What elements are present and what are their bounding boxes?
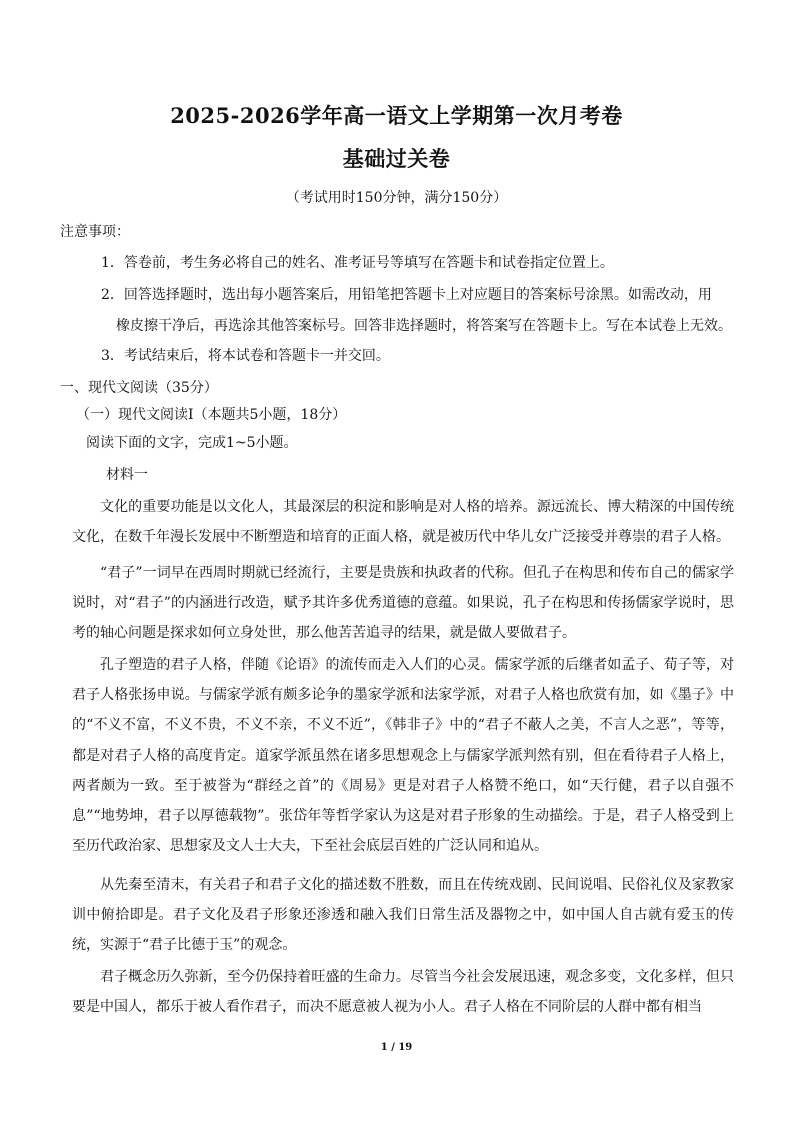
notice-item-2-continued: 橡皮擦干净后，再选涂其他答案标号。回答非选择题时，将答案写在答题卡上。写在本试卷上无效。 [116, 318, 732, 334]
notice-item-2: 2．回答选择题时，选出每小题答案后，用铅笔把答题卡上对应题目的答案标号涂黑。如需改动，用 [101, 287, 712, 303]
paragraph: 从先秦至清末，有关君子和君子文化的描述数不胜数，而且在传统戏剧、民间说唱、民俗礼仪及家教家训中俯拾即是。君子文化及君子形象还渗透和融入我们日常生活及器物之中，如中国人自古就有爱玉的传统，实源于“君子比德于玉”的观念。 [72, 877, 734, 954]
exam-info: （考试用时150分钟，满分150分） [285, 190, 508, 206]
paragraph: 君子概念历久弥新，至今仍保持着旺盛的生命力。尽管当今社会发展迅速，观念多变，文化多样，但只要是中国人，都乐于被人看作君子，而决不愿意被人视为小人。君子人格在不同阶层的人群中都有相当 [72, 969, 734, 1016]
page-number: 1 / 19 [380, 1042, 413, 1053]
notice-item-1: 1．答卷前，考生务必将自己的姓名、准考证号等填写在答题卡和试卷指定位置上。 [101, 255, 614, 271]
notice-heading: 注意事项： [60, 224, 130, 240]
paragraph: 文化的重要功能是以文化人，其最深层的积淀和影响是对人格的培养。源远流长、博大精深的中国传统文化，在数千年漫长发展中不断塑造和培育的正面人格，就是被历代中华儿女广泛接受并尊崇的君子人格。 [72, 499, 734, 546]
paragraph: 孔子塑造的君子人格，伴随《论语》的流传而走入人们的心灵。儒家学派的后继者如孟子、荀子等，对君子人格张扬申说。与儒家学派有颇多论争的墨家学派和法家学派，对君子人格也欣赏有加，如《墨子》中的“不义不富，不义不贵，不义不亲，不义不近”，《韩非子》中的“君子不蔽人之美，不言人之恶”，等等，都是对君子人格的高度肯定。道家学派虽然在诸多思想观念上与儒家学派判然有别，但在看待君子人格上，两者颇为一致。至于被誉为“群经之首”的《周易》更是对君子人格赞不绝口，如“天行健，君子以自强不息”“地势坤，君子以厚德载物”。张岱年等哲学家认为这是对君子形象的生动描绘。于是，君子人格受到上至历代政治家、思想家及文人士大夫，下至社会底层百姓的广泛认同和追从。 [72, 657, 734, 855]
reading-instruction: 阅读下面的文字，完成1~5小题。 [86, 435, 298, 451]
notice-item-3: 3．考试结束后，将本试卷和答题卡一并交回。 [101, 348, 390, 364]
section-heading: 一、现代文阅读（35分） [60, 380, 218, 396]
exam-title: 2025-2026学年高一语文上学期第一次月考卷 [170, 103, 623, 128]
section-subheading: （一）现代文阅读Ⅰ（本题共5小题，18分） [76, 407, 347, 423]
paragraph: “君子”一词早在西周时期就已经流行，主要是贵族和执政者的代称。但孔子在构思和传布自己的儒家学说时，对“君子”的内涵进行改造，赋予其许多优秀道德的意蕴。如果说，孔子在构思和传扬儒家学说时，思考的轴心问题是探求如何立身处世，那么他苦苦追寻的结果，就是做人要做君子。 [72, 565, 734, 642]
material-label: 材料一 [106, 467, 148, 483]
exam-subtitle: 基础过关卷 [342, 146, 451, 171]
